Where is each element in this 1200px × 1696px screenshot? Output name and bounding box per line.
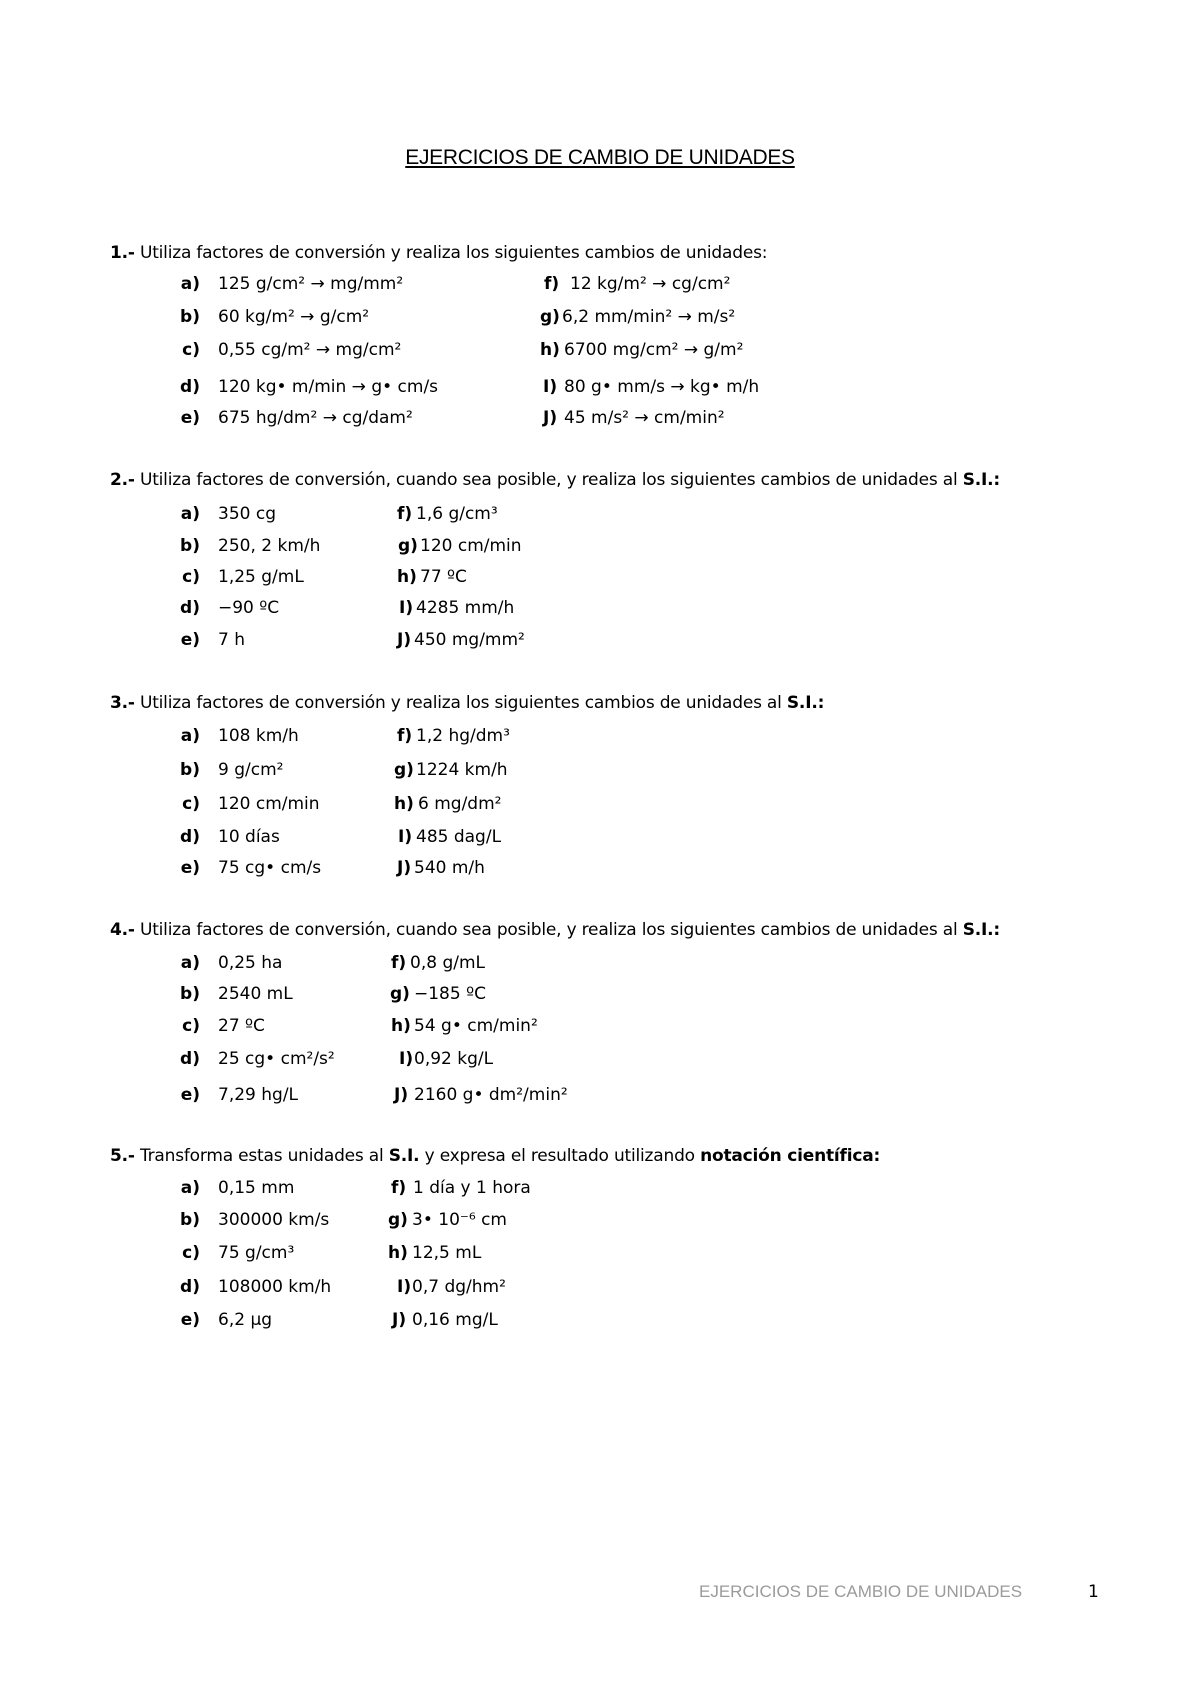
- list-item: a) 125 g/cm² → mg/mm² f) 12 kg/m² → cg/cm²: [180, 274, 731, 294]
- exercise-instruction: Utiliza factores de conversión y realiza los siguientes cambios de unidades:: [134, 243, 768, 263]
- list-item: b) 9 g/cm² g) 1224 km/h: [180, 760, 508, 780]
- list-item: b) 60 kg/m² → g/cm² g) 6,2 mm/min² → m/s²: [180, 307, 736, 327]
- list-item: e) 7 h J) 450 mg/mm²: [180, 630, 525, 650]
- exercise-instruction: Utiliza factores de conversión, cuando sea posible, y realiza los siguientes cambios de unidades al: [134, 470, 963, 490]
- list-item: a) 108 km/h f) 1,2 hg/dm³: [180, 726, 510, 746]
- exercise-number: 3.: [110, 693, 128, 713]
- exercise-heading: 2.- Utiliza factores de conversión, cuando sea posible, y realiza los siguientes cambios de unidades al S.I.:: [110, 470, 1000, 490]
- list-item: c) 1,25 g/mL h) 77 ºC: [182, 567, 467, 587]
- exercise-number: 5.: [110, 1146, 128, 1166]
- list-item: c) 0,55 cg/m² → mg/cm² h) 6700 mg/cm² → g/m²: [182, 340, 744, 360]
- list-item: e) 7,29 hg/L J) 2160 g• dm²/min²: [180, 1085, 568, 1105]
- document-title: EJERCICIOS DE CAMBIO DE UNIDADES: [405, 146, 795, 169]
- list-item: e) 6,2 μg J) 0,16 mg/L: [180, 1310, 498, 1330]
- list-item: b) 300000 km/s g) 3• 10⁻⁶ cm: [180, 1210, 507, 1230]
- exercise-heading: 4.- Utiliza factores de conversión, cuando sea posible, y realiza los siguientes cambios de unidades al S.I.:: [110, 920, 1000, 940]
- list-item: b) 2540 mL g) −185 ºC: [180, 984, 486, 1004]
- list-item: a) 0,15 mm f) 1 día y 1 hora: [180, 1178, 531, 1198]
- list-item: a) 0,25 ha f) 0,8 g/mL: [180, 953, 485, 973]
- exercise-instruction: Transforma estas unidades al: [134, 1146, 389, 1166]
- list-item: c) 75 g/cm³ h) 12,5 mL: [182, 1243, 482, 1263]
- page-footer: [0, 1582, 1200, 1606]
- list-item: b) 250, 2 km/h g) 120 cm/min: [180, 536, 522, 556]
- list-item: c) 120 cm/min h) 6 mg/dm²: [182, 794, 502, 814]
- list-item: d) −90 ºC I) 4285 mm/h: [180, 598, 515, 618]
- exercise-instruction: Utiliza factores de conversión y realiza los siguientes cambios de unidades al: [134, 693, 787, 713]
- exercise-number: 4.: [110, 920, 128, 940]
- exercise-number: 2.: [110, 470, 128, 490]
- page-number: 1: [1088, 1582, 1099, 1602]
- list-item: c) 27 ºC h) 54 g• cm/min²: [182, 1016, 538, 1036]
- exercise-instruction: Utiliza factores de conversión, cuando sea posible, y realiza los siguientes cambios de unidades al: [134, 920, 963, 940]
- exercise-heading: 1.- Utiliza factores de conversión y realiza los siguientes cambios de unidades:: [110, 243, 768, 263]
- exercise-heading: 5.- Transforma estas unidades al S.I. y expresa el resultado utilizando notación científica:: [110, 1146, 881, 1166]
- footer-title: EJERCICIOS DE CAMBIO DE UNIDADES: [699, 1582, 1023, 1601]
- list-item: a) 350 cg f) 1,6 g/cm³: [180, 504, 498, 524]
- list-item: d) 108000 km/h I) 0,7 dg/hm²: [180, 1277, 506, 1297]
- exercise-number: 1.: [110, 243, 128, 263]
- list-item: e) 75 cg• cm/s J) 540 m/h: [180, 858, 485, 878]
- list-item: d) 120 kg• m/min → g• cm/s I) 80 g• mm/s → kg• m/h: [180, 377, 760, 397]
- list-item: e) 675 hg/dm² → cg/dam² J) 45 m/s² → cm/min²: [180, 408, 725, 428]
- list-item: d) 25 cg• cm²/s² I) 0,92 kg/L: [180, 1049, 494, 1069]
- list-item: d) 10 días I) 485 dag/L: [180, 827, 502, 847]
- exercise-heading: 3.- Utiliza factores de conversión y realiza los siguientes cambios de unidades al S.I.:: [110, 693, 825, 713]
